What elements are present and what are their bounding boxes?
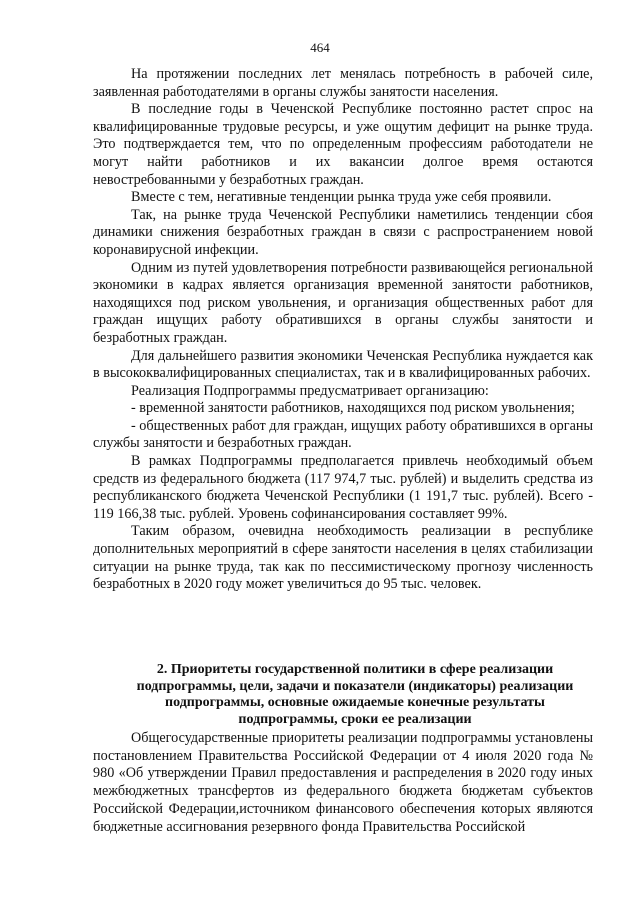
paragraph: Общегосударственные приоритеты реализации подпрограммы установлены постановлением Правительства Российской Федерации от 4 июля 2020 года № 980 «Об утверждении Правил предоставления и распределения в 2020 году иных межбюджетных трансфертов из федерального бюджета бюджетам субъектов Российской Федерации,источником финансового обеспечения которых являются бюджетные ассигнования резервного фонда Правительства Российской	[93, 730, 593, 835]
paragraph: Вместе с тем, негативные тенденции рынка труда уже себя проявили.	[131, 189, 552, 206]
paragraph: На протяжении последних лет менялась потребность в рабочей силе, заявленная работодателями в органы службы занятости населения.	[93, 66, 593, 100]
body-text	[93, 66, 593, 594]
list-item: - общественных работ для граждан, ищущих работу обратившихся в органы службы занятости и безработных граждан.	[93, 417, 593, 452]
paragraph: В рамках Подпрограммы предполагается привлечь необходимый объем средств из федерального бюджета (117 974,7 тыс. рублей) и выделить средства из республиканского бюджета Чеченской Республики (1 191,7 тыс. рублей). Всего - 119 166,38 тыс. рублей. Уровень софинансирования составляет 99%.	[93, 453, 593, 522]
list-item: - временной занятости работников, находящихся под риском увольнения;	[131, 400, 575, 417]
paragraph: Таким образом, очевидна необходимость реализации в республике дополнительных мероприятий в сфере занятости населения в целях стабилизации ситуации на рынке труда, так как по пессимистическому прогнозу численность безработных в 2020 году может увеличиться до 95 тыс. человек.	[93, 523, 593, 593]
paragraph: Одним из путей удовлетворения потребности развивающейся региональной экономики в кадрах является организация временной занятости работников, находящихся под риском увольнения, и организация общественных работ для граждан ищущих работу обратившихся в органы службы занятости и безработных граждан.	[93, 259, 593, 346]
paragraph: В последние годы в Чеченской Республике постоянно растет спрос на квалифицированные трудовые ресурсы, и уже ощутим дефицит на рынке труда. Это подтверждается тем, что по определенным профессиям работодатели не могут найти работников и их вакансии долгое время остаются невостребованными у безработных граждан.	[93, 101, 593, 188]
section-heading: 2. Приоритеты государственной политики в сфере реализации подпрограммы, цели, задачи и показатели (индикаторы) реализации подпрограммы, основные ожидаемые конечные результаты подпрограммы, сроки ее реализации	[136, 662, 574, 727]
paragraph: Так, на рынке труда Чеченской Республики наметились тенденции сбоя динамики снижения безработных граждан в связи с распространением новой коронавирусной инфекции.	[93, 206, 593, 258]
page-number: 464	[310, 40, 330, 55]
paragraph: Реализация Подпрограммы предусматривает организацию:	[131, 382, 489, 399]
paragraph: Для дальнейшего развития экономики Чеченская Республика нуждается как в высококвалифицированных специалистах, так и в квалифицированных рабочих.	[93, 347, 593, 382]
section-text	[93, 730, 593, 836]
